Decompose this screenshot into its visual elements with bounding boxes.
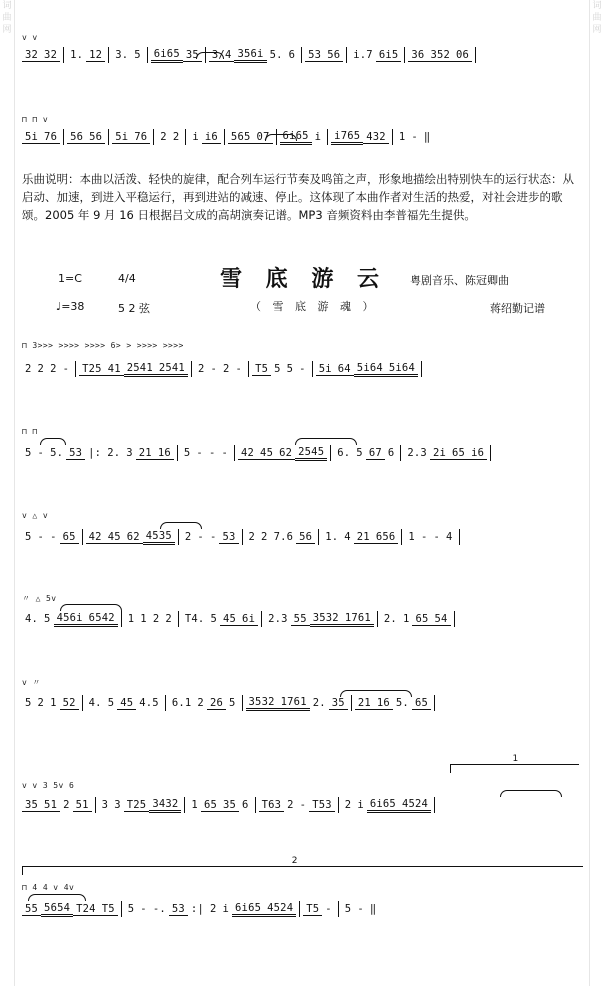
note-token: 51 — [73, 799, 92, 812]
note-token: 5. — [395, 697, 409, 709]
note-token: 06 — [453, 49, 472, 62]
note-token: 2 — [261, 531, 268, 543]
note-token: 4.5 — [139, 697, 159, 709]
sustain-dash: - — [196, 447, 203, 459]
slur-mark — [265, 134, 297, 141]
note-token: 35 — [22, 799, 41, 812]
note-token: 2 — [197, 363, 205, 375]
barline — [255, 797, 256, 813]
note-token: i6 — [468, 447, 487, 460]
volta-number: 2 — [291, 856, 298, 866]
piece-subtitle: （ 雪 底 游 魂 ） — [250, 300, 378, 313]
score-row-7-marks: ⊓ 4 4 v 4v — [22, 883, 75, 892]
slur-mark — [40, 438, 66, 445]
sustain-dash: - — [209, 531, 217, 543]
note-token: 1 — [398, 131, 406, 143]
note-token: 5 — [127, 903, 135, 915]
note-token: 67 — [366, 447, 385, 460]
sustain-dash: - — [325, 903, 332, 915]
note-token: 55 — [22, 903, 41, 916]
note-token: -. — [152, 903, 166, 915]
note-token: 456i — [54, 612, 86, 627]
note-token: 45 — [220, 613, 239, 626]
notation-row — [22, 692, 582, 714]
sustain-dash: - — [62, 363, 70, 375]
note-token: 1 — [127, 613, 135, 625]
string-tuning: 5 2 弦 — [118, 302, 150, 315]
note-token: 2 — [287, 799, 294, 811]
note-token: 5 — [25, 697, 32, 709]
note-token: 45 — [117, 697, 136, 710]
note-token: 2. — [312, 697, 326, 709]
notation-row — [22, 608, 582, 630]
note-token: 2 — [172, 131, 180, 143]
note-token: 56 — [324, 49, 343, 62]
note-token: 2 — [160, 131, 167, 143]
note-token: 65 — [449, 447, 468, 460]
right-watermark-strip — [589, 0, 604, 986]
note-token: 6i5 — [376, 49, 402, 62]
sustain-dash: - — [299, 799, 307, 811]
note-token: 53 — [305, 49, 324, 62]
note-token: i — [222, 903, 230, 915]
barline — [434, 695, 435, 711]
sustain-dash: - — [411, 131, 418, 143]
note-token: i — [314, 131, 322, 143]
note-token: T5 — [99, 903, 118, 916]
note-token: 32 — [22, 49, 41, 62]
barline — [261, 611, 262, 627]
barline — [177, 445, 178, 461]
note-token: 3 — [101, 799, 109, 811]
note-token: 1 — [191, 799, 198, 811]
note-token: 5 — [183, 447, 191, 459]
watermark-text: 词曲网 — [2, 1, 12, 35]
barline — [178, 611, 179, 627]
barline — [301, 47, 302, 63]
barline — [185, 129, 186, 145]
sustain-dash: - — [140, 903, 147, 915]
sustain-dash: - — [433, 531, 440, 543]
note-token: 65 — [201, 799, 220, 812]
top-row-2-marks: ⊓ ⊓ v — [22, 115, 49, 124]
barline — [242, 529, 243, 545]
note-token: 5 — [134, 49, 141, 61]
slur-mark — [196, 52, 224, 59]
slur-mark — [295, 438, 357, 445]
barline — [312, 361, 313, 377]
note-token: 2.3 — [268, 613, 288, 625]
barline — [327, 129, 328, 145]
barline — [421, 361, 422, 377]
sustain-dash: - — [50, 531, 57, 543]
note-token: 356i — [234, 48, 266, 63]
sustain-dash: - — [210, 363, 217, 375]
note-token: T25 — [79, 363, 105, 376]
notation-row — [22, 44, 582, 66]
note-token: 1761 — [278, 696, 310, 711]
note-token: 2 — [165, 613, 172, 625]
note-token: 1 — [402, 613, 410, 625]
barline — [392, 129, 393, 145]
note-token: 32 — [41, 49, 60, 62]
time-signature: 4/4 — [118, 272, 136, 285]
notation-row — [22, 358, 582, 380]
note-token: 2. — [107, 447, 121, 459]
barline — [184, 797, 185, 813]
note-token: 1 — [140, 613, 147, 625]
score-row-1-marks: ⊓ 3>>> >>>> >>>> 6> > >>>> >>>> — [22, 341, 184, 350]
note-token: 5. — [50, 447, 64, 459]
note-token: 5i64 — [386, 362, 418, 377]
barline — [346, 47, 347, 63]
note-token: 2 — [37, 697, 45, 709]
note-token: 4 — [446, 531, 453, 543]
note-token: 36 — [408, 49, 427, 62]
note-token: 45 — [105, 531, 124, 544]
barline — [121, 611, 122, 627]
music-description: 乐曲说明：本曲以活泼、轻快的旋律，配合列车运行节奏及鸣笛之声，形象地描绘出特别快车的运行状态：从启动、加速，到进入平稳运行，再到进站的减速、停止。这体现了本曲作者对生活的热爱，对社会进步的歌颂。2005 年 9 月 16 日根据吕文成的高胡演奏记谱。MP3 音频资料由李普福先生提供。 — [22, 172, 574, 222]
repeat-barline: :| — [190, 903, 204, 915]
note-token: 2 — [152, 613, 160, 625]
note-token: 53 — [66, 447, 85, 460]
note-token: 62 — [276, 447, 295, 460]
score-row-5-marks: v 〃 — [22, 678, 41, 687]
left-watermark-strip — [0, 0, 15, 986]
barline — [63, 47, 64, 63]
note-token: 6i65 — [280, 130, 312, 145]
note-token: 5i — [22, 131, 41, 144]
note-token: 3432 — [149, 798, 181, 813]
barline — [153, 129, 154, 145]
note-token: 5i — [316, 363, 335, 376]
barline — [401, 529, 402, 545]
barline — [165, 695, 166, 711]
note-token: 3532 — [246, 696, 278, 711]
note-token: i — [192, 131, 199, 143]
note-token: 16 — [155, 447, 174, 460]
notation-row — [22, 526, 582, 548]
notation-row — [22, 898, 582, 920]
note-token: 4524 — [399, 798, 431, 813]
sustain-dash: - — [235, 363, 243, 375]
barline — [330, 445, 331, 461]
note-token: 76 — [131, 131, 150, 144]
barline — [242, 695, 243, 711]
note-token: 4. — [88, 697, 102, 709]
note-token: 6 — [288, 49, 296, 61]
note-token: T5 — [303, 903, 322, 916]
note-token: 5 — [44, 613, 51, 625]
note-token: 5 — [25, 447, 32, 459]
note-token: 656 — [373, 531, 399, 544]
sustain-dash: - — [221, 447, 228, 459]
note-token: T25 — [124, 799, 150, 812]
slur-mark — [160, 522, 202, 529]
note-token: 2 — [37, 363, 45, 375]
barline — [338, 797, 339, 813]
note-token: 5 — [286, 363, 294, 375]
note-token: 4535 — [143, 530, 175, 545]
note-token: 2. — [383, 613, 397, 625]
note-token: 3/4 — [209, 49, 235, 62]
score-row-6-marks: v v 3 5v 6 — [22, 781, 75, 790]
barline — [400, 445, 401, 461]
note-token: 5 — [210, 613, 217, 625]
barline — [434, 797, 435, 813]
note-token: 35 — [220, 799, 239, 812]
barline — [178, 529, 179, 545]
note-token: 352 — [427, 49, 453, 62]
notation-row — [22, 126, 582, 148]
barline — [338, 901, 339, 917]
barline — [224, 129, 225, 145]
note-token: 2541 — [156, 362, 188, 377]
note-token: 2 — [209, 903, 217, 915]
note-token: 5 — [107, 697, 115, 709]
note-token: 2 — [197, 697, 204, 709]
note-token: 6 — [242, 799, 249, 811]
note-token: 62 — [124, 531, 143, 544]
note-token: 4 — [344, 531, 351, 543]
score-row-4-marks: 〃 △ 5v — [22, 594, 57, 603]
note-token: 1. — [70, 49, 84, 61]
barline — [191, 361, 192, 377]
note-token: 5 — [344, 903, 352, 915]
note-token: 4. — [25, 613, 39, 625]
repeat-barline: |: — [88, 447, 102, 459]
note-token: 56 — [67, 131, 86, 144]
barline — [318, 529, 319, 545]
note-token: 5i — [112, 131, 131, 144]
note-token: 65 — [412, 697, 431, 710]
note-token: 42 — [86, 531, 105, 544]
note-token: 26 — [207, 697, 226, 710]
note-token: 65 — [60, 531, 79, 544]
barline — [108, 47, 109, 63]
barline — [147, 47, 148, 63]
barline — [75, 361, 76, 377]
note-token: 1. — [325, 531, 339, 543]
note-token: 2.3 — [407, 447, 427, 459]
note-token: 56 — [86, 131, 105, 144]
key-signature: 1=C — [58, 272, 82, 285]
sustain-dash: - — [208, 447, 216, 459]
barline — [82, 695, 83, 711]
final-barline: ‖ — [423, 131, 431, 143]
barline — [351, 695, 352, 711]
barline — [108, 129, 109, 145]
note-token: 7.6 — [273, 531, 294, 543]
note-token: 42 — [238, 447, 257, 460]
note-token: 2 — [63, 799, 70, 811]
barline — [95, 797, 96, 813]
note-token: 2541 — [124, 362, 156, 377]
note-token: 6i65 — [367, 798, 399, 813]
note-token: 3. — [115, 49, 129, 61]
note-token: 6.1 — [171, 697, 192, 709]
note-token: 1 — [50, 697, 57, 709]
barline — [454, 611, 455, 627]
note-token: 2 — [344, 799, 352, 811]
note-token: 5 — [356, 447, 363, 459]
note-token: 41 — [105, 363, 124, 376]
slur-mark — [340, 690, 412, 697]
volta-bracket-1 — [450, 754, 579, 773]
note-token: 5 — [25, 531, 32, 543]
sustain-dash: - — [197, 531, 204, 543]
note-token: 3 — [126, 447, 133, 459]
note-token: 51 — [41, 799, 60, 812]
note-token: 52 — [60, 697, 79, 710]
note-token: 21 — [354, 531, 373, 544]
note-token: 21 — [136, 447, 155, 460]
composer-credit: 粤剧音乐、陈冠卿曲 — [410, 274, 509, 287]
sustain-dash: - — [299, 363, 306, 375]
note-token: 1 — [408, 531, 415, 543]
note-token: 6i — [239, 613, 258, 626]
barline — [404, 47, 405, 63]
note-token: 35 — [183, 49, 202, 62]
notation-row — [22, 794, 582, 816]
score-row-3-marks: v △ v — [22, 511, 49, 520]
note-token: 1761 — [342, 612, 374, 627]
note-token: 65 — [412, 613, 431, 626]
note-token: 53 — [219, 531, 238, 544]
top-row-1-marks: v v — [22, 33, 38, 42]
watermark-text: 词曲网 — [592, 1, 602, 35]
barline — [248, 361, 249, 377]
barline — [490, 445, 491, 461]
barline — [121, 901, 122, 917]
volta-number: 1 — [512, 754, 519, 764]
note-token: 76 — [41, 131, 60, 144]
note-token: 6i65 — [151, 48, 183, 63]
note-token: 2 — [25, 363, 32, 375]
note-token: 432 — [363, 131, 389, 144]
note-token: i6 — [202, 131, 221, 144]
note-token: 07 — [254, 131, 273, 144]
note-token: 4524 — [264, 902, 296, 917]
note-token: 55 — [291, 613, 310, 626]
note-token: T5 — [252, 363, 271, 376]
tempo-marking: ♩=38 — [56, 300, 85, 313]
note-token: i.7 — [353, 49, 373, 61]
score-row-2-marks: ⊓ ⊓ — [22, 427, 38, 436]
note-token: 35 — [329, 697, 348, 710]
barline — [63, 129, 64, 145]
slur-mark — [60, 604, 122, 611]
note-token: 6i65 — [232, 902, 264, 917]
note-token: 5 — [229, 697, 236, 709]
note-token: 5. — [269, 49, 283, 61]
note-token: 2 — [50, 363, 57, 375]
note-token: 5i64 — [354, 362, 386, 377]
note-token: 2 — [184, 531, 192, 543]
barline — [299, 901, 300, 917]
note-token: 54 — [432, 613, 451, 626]
barline — [475, 47, 476, 63]
slur-mark — [500, 790, 562, 797]
note-token: 21 — [355, 697, 374, 710]
barline — [377, 611, 378, 627]
note-token: 2545 — [295, 446, 327, 461]
note-token: 6. — [337, 447, 351, 459]
note-token: 565 — [228, 131, 254, 144]
note-token: i — [357, 799, 364, 811]
note-token: T63 — [259, 799, 285, 812]
barline — [459, 529, 460, 545]
notation-row — [22, 442, 582, 464]
note-token: 5654 — [41, 902, 73, 917]
note-token: T53 — [309, 799, 335, 812]
note-token: 2 — [223, 363, 230, 375]
barline — [82, 529, 83, 545]
note-token: 64 — [335, 363, 354, 376]
note-token: 12 — [86, 49, 105, 62]
note-token: T24 — [73, 903, 99, 916]
sustain-dash: - — [37, 531, 45, 543]
piece-title: 雪 底 游 云 — [220, 266, 387, 292]
sustain-dash: - — [357, 903, 364, 915]
note-token: 16 — [374, 697, 393, 710]
sustain-dash: - — [420, 531, 428, 543]
barline — [234, 445, 235, 461]
sustain-dash: - — [37, 447, 45, 459]
slur-mark — [28, 894, 86, 901]
note-token: 56 — [296, 531, 315, 544]
note-token: 3 — [114, 799, 121, 811]
note-token: 2 — [248, 531, 256, 543]
note-token: T4. — [184, 613, 205, 625]
note-token: 45 — [257, 447, 276, 460]
volta-bracket-2 — [22, 856, 583, 875]
note-token: i765 — [331, 130, 363, 145]
note-token: 6542 — [86, 612, 118, 627]
note-token: 5 — [274, 363, 281, 375]
transcriber-credit: 蒋绍勤记谱 — [490, 302, 545, 315]
note-token: 53 — [169, 903, 188, 916]
note-token: 3532 — [310, 612, 342, 627]
final-barline: ‖ — [369, 903, 377, 915]
note-token: 2i — [430, 447, 449, 460]
note-token: 6 — [387, 447, 395, 459]
